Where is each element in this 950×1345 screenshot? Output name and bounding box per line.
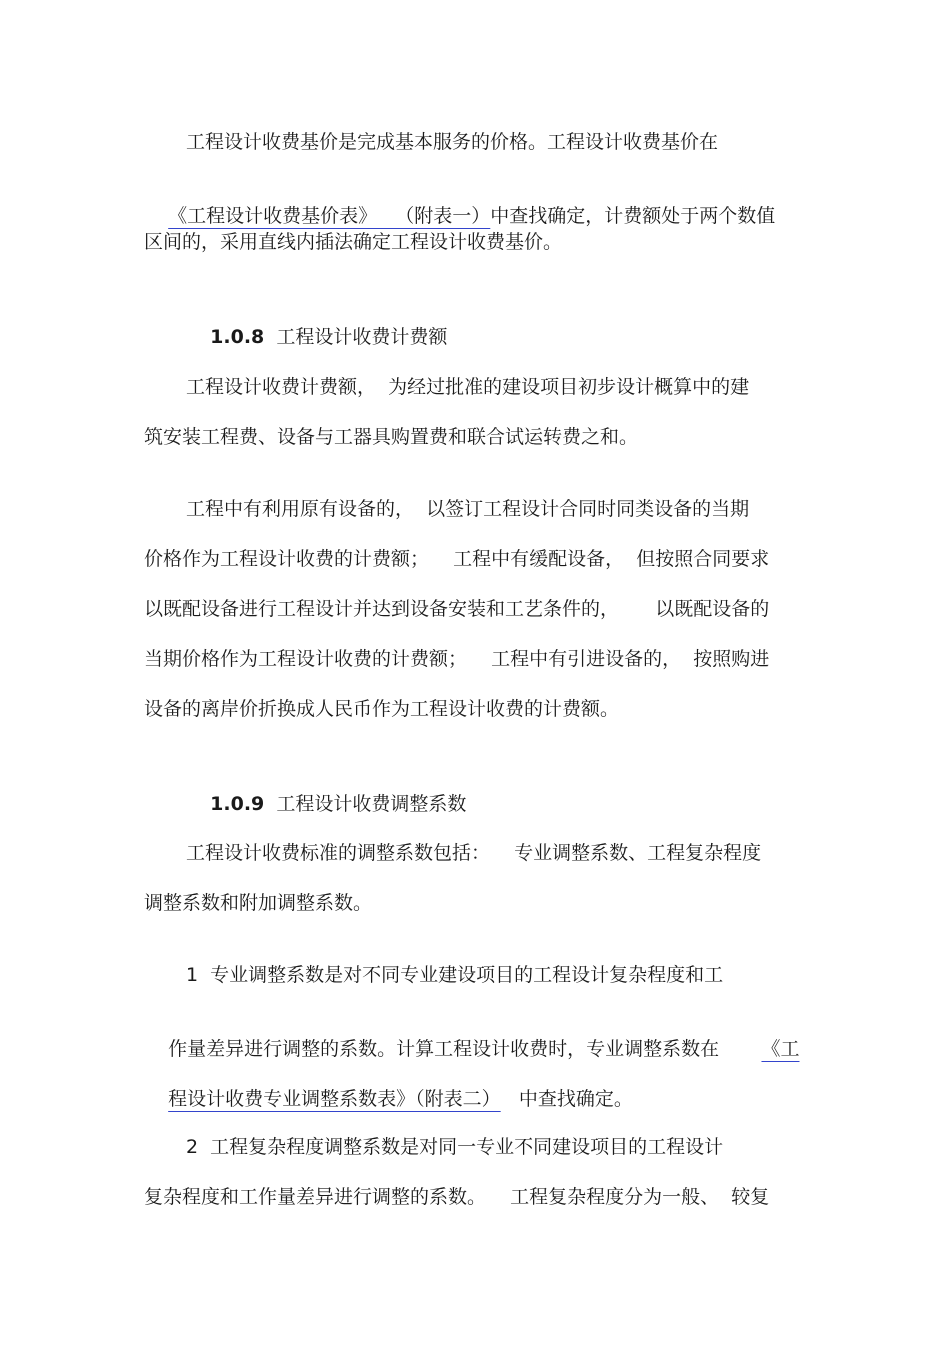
- paragraph-line: 工程设计收费基价是完成基本服务的价格。工程设计收费基价在: [186, 131, 719, 153]
- section-number: 1.0.9: [210, 793, 265, 815]
- paragraph-line: 2 工程复杂程度调整系数是对同一专业不同建设项目的工程设计: [186, 1136, 724, 1158]
- paragraph-line: 价格作为工程设计收费的计费额； 工程中有缓配设备， 但按照合同要求: [144, 548, 770, 570]
- paragraph-line: 筑安装工程费、设备与工器具购置费和联合试运转费之和。: [144, 426, 639, 448]
- paragraph-text: 中查找确定。: [518, 1088, 633, 1110]
- paragraph-text: 中查找确定，计费额处于两个数值: [490, 205, 776, 227]
- appendix-table-2-link[interactable]: 《工: [761, 1038, 800, 1060]
- appendix-table-1-link[interactable]: 《工程设计收费基价表》 （附表一）: [168, 205, 491, 227]
- paragraph-text: 作量差异进行调整的系数。计算工程设计收费时，专业调整系数在: [168, 1038, 720, 1060]
- paragraph-line: [144, 1063, 633, 1135]
- paragraph-line: 调整系数和附加调整系数。: [144, 892, 373, 914]
- section-heading-1-0-8: [186, 301, 447, 373]
- section-title: 工程设计收费计费额: [276, 326, 448, 348]
- section-heading-1-0-9: [186, 768, 466, 840]
- section-title: 工程设计收费调整系数: [276, 793, 467, 815]
- paragraph-line: 区间的，采用直线内插法确定工程设计收费基价。: [144, 231, 563, 253]
- paragraph-line: 工程中有利用原有设备的， 以签订工程设计合同时同类设备的当期: [186, 498, 750, 520]
- paragraph-line: 设备的离岸价折换成人民币作为工程设计收费的计费额。: [144, 698, 620, 720]
- paragraph-line: 当期价格作为工程设计收费的计费额； 工程中有引进设备的， 按照购进: [144, 648, 770, 670]
- paragraph-line: 1 专业调整系数是对不同专业建设项目的工程设计复杂程度和工: [186, 964, 724, 986]
- paragraph-line: 以既配设备进行工程设计并达到设备安装和工艺条件的， 以既配设备的: [144, 598, 770, 620]
- paragraph-line: 复杂程度和工作量差异进行调整的系数。 工程复杂程度分为一般、 较复: [144, 1186, 770, 1208]
- appendix-table-2-link[interactable]: 程设计收费专业调整系数表》（附表二）: [168, 1088, 501, 1110]
- paragraph-line: 工程设计收费计费额， 为经过批准的建设项目初步设计概算中的建: [186, 376, 750, 398]
- paragraph-line: 工程设计收费标准的调整系数包括： 专业调整系数、工程复杂程度: [186, 842, 762, 864]
- section-number: 1.0.8: [210, 326, 265, 348]
